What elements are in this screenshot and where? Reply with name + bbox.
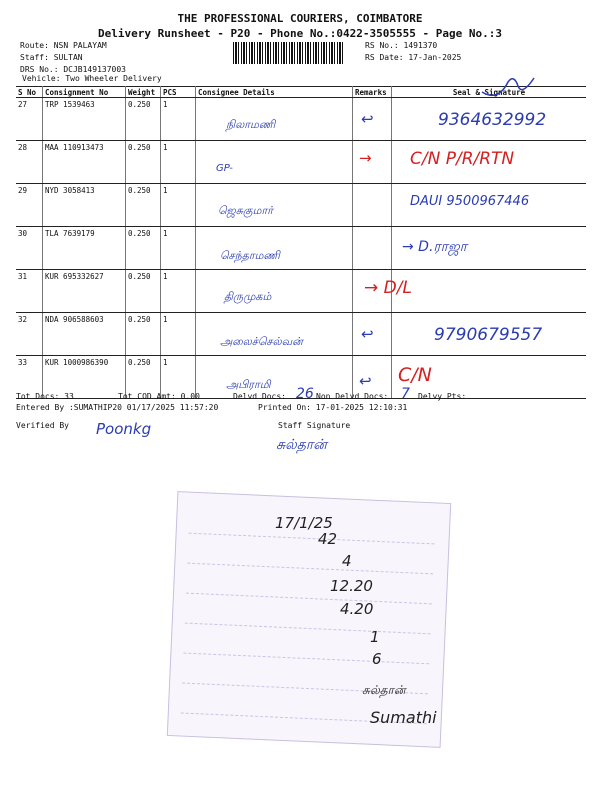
cell-sno: 33	[16, 356, 43, 399]
total-docs: Tot Docs: 33	[16, 392, 74, 401]
remark-mark: ↩	[361, 325, 374, 343]
cell-weight: 0.250	[126, 184, 161, 227]
signature-handwriting: C/N P/R/RTN	[410, 149, 515, 169]
staff-signature-label: Staff Signature	[278, 421, 351, 430]
route-label: Route: NSN PALAYAM	[20, 41, 107, 50]
cell-sno: 27	[16, 98, 43, 141]
cell-consignment: TRP 1539463	[43, 98, 126, 141]
remark-mark: ↩	[359, 372, 372, 390]
table-row	[16, 227, 586, 270]
cell-weight: 0.250	[126, 141, 161, 184]
col-pcs: PCS	[161, 87, 196, 98]
printed-on: Printed On: 17-01-2025 12:10:31	[258, 403, 408, 412]
col-remarks: Remarks	[353, 87, 392, 98]
cell-consignment: NYD 3058413	[43, 184, 126, 227]
delivery-points-label: Delvy Pts:	[418, 392, 467, 401]
table-row	[16, 184, 586, 227]
verified-by-label: Verified By	[16, 421, 69, 430]
cell-weight: 0.250	[126, 98, 161, 141]
stamp-line: 1	[370, 628, 380, 646]
cell-weight: 0.250	[126, 356, 161, 399]
signature-handwriting: → D/L	[364, 278, 412, 298]
staff-label: Staff: SULTAN	[20, 53, 83, 62]
consignee-handwriting: நிலாமணி	[226, 118, 276, 131]
barcode	[233, 42, 345, 64]
cell-sno: 31	[16, 270, 43, 313]
signature-handwriting: DAUI 9500967446	[410, 194, 530, 209]
col-signature: Seal & Signature	[392, 87, 587, 98]
cell-sno: 28	[16, 141, 43, 184]
cell-sno: 32	[16, 313, 43, 356]
cell-pcs: 1	[161, 141, 196, 184]
signature-handwriting: 9790679557	[434, 325, 543, 345]
rs-number: RS No.: 1491370	[365, 41, 438, 50]
col-weight: Weight	[126, 87, 161, 98]
stamp-line: 4	[342, 552, 352, 570]
delivered-docs-count: 26	[296, 386, 314, 402]
cell-weight: 0.250	[126, 227, 161, 270]
cell-consignment: KUR 1000986390	[43, 356, 126, 399]
stamp-date: 17/1/25	[275, 514, 333, 532]
cell-consignment: MAA 110913473	[43, 141, 126, 184]
non-delivered-docs-label: Non Delvd Docs:	[316, 392, 389, 401]
cell-weight: 0.250	[126, 270, 161, 313]
consignee-handwriting: அலைச்செல்வன்	[220, 335, 303, 348]
stamp-line: 42	[318, 530, 338, 548]
verified-signature: Poonkg	[96, 420, 152, 438]
consignee-handwriting: ஜெசுகுமார்	[218, 204, 273, 217]
drs-number: DRS No.: DCJB149137003	[20, 65, 126, 74]
cell-pcs: 1	[161, 313, 196, 356]
stamp-name: Sumathi	[370, 708, 437, 727]
cell-sno: 29	[16, 184, 43, 227]
consignee-handwriting: அபிராமி	[226, 378, 271, 391]
signature-handwriting: C/N	[398, 364, 432, 386]
col-consignment: Consignment No	[43, 87, 126, 98]
cell-consignment: KUR 695332627	[43, 270, 126, 313]
staff-signature: சுல்தான்	[276, 437, 327, 453]
cell-weight: 0.250	[126, 313, 161, 356]
cell-pcs: 1	[161, 356, 196, 399]
delivered-docs-label: Delvd Docs:	[233, 392, 286, 401]
vehicle-label: Vehicle: Two Wheeler Delivery	[22, 74, 162, 83]
cell-consignment: TLA 7639179	[43, 227, 126, 270]
cell-pcs: 1	[161, 227, 196, 270]
consignee-handwriting: GP-	[216, 163, 233, 174]
table-row	[16, 313, 586, 356]
col-consignee: Consignee Details	[196, 87, 353, 98]
total-cod: Tot COD Amt: 0.00	[118, 392, 200, 401]
consignee-handwriting: செந்தாமணி	[220, 249, 280, 262]
cell-sno: 30	[16, 227, 43, 270]
runsheet-title: Delivery Runsheet - P20 - Phone No.:0422-3505555 - Page No.:3	[98, 27, 502, 40]
cell-consignment: NDA 906588603	[43, 313, 126, 356]
table-row	[16, 270, 586, 313]
remark-mark: →	[359, 149, 372, 167]
company-name: THE PROFESSIONAL COURIERS, COIMBATORE	[177, 12, 423, 25]
stamp-line: 6	[372, 650, 382, 668]
table-row	[16, 141, 586, 184]
runsheet-table	[16, 86, 586, 399]
entered-by: Entered By :SUMATHIP20 01/17/2025 11:57:20	[16, 403, 219, 412]
remark-mark: ↩	[361, 110, 374, 128]
non-delivered-docs-count: 7	[401, 386, 410, 402]
consignee-handwriting: திருமுகம்	[224, 290, 272, 303]
cell-pcs: 1	[161, 184, 196, 227]
signature-handwriting: 9364632992	[438, 110, 547, 130]
tick-mark	[478, 74, 538, 104]
stamp-name-tamil: சுல்தான்	[362, 683, 406, 697]
stamp-line: 12.20	[330, 577, 373, 595]
rs-date: RS Date: 17-Jan-2025	[365, 53, 462, 62]
col-sno: S No	[16, 87, 43, 98]
signature-handwriting: → D.ராஜா	[402, 239, 467, 255]
stamp-line: 4.20	[340, 600, 374, 618]
cell-pcs: 1	[161, 98, 196, 141]
cell-pcs: 1	[161, 270, 196, 313]
